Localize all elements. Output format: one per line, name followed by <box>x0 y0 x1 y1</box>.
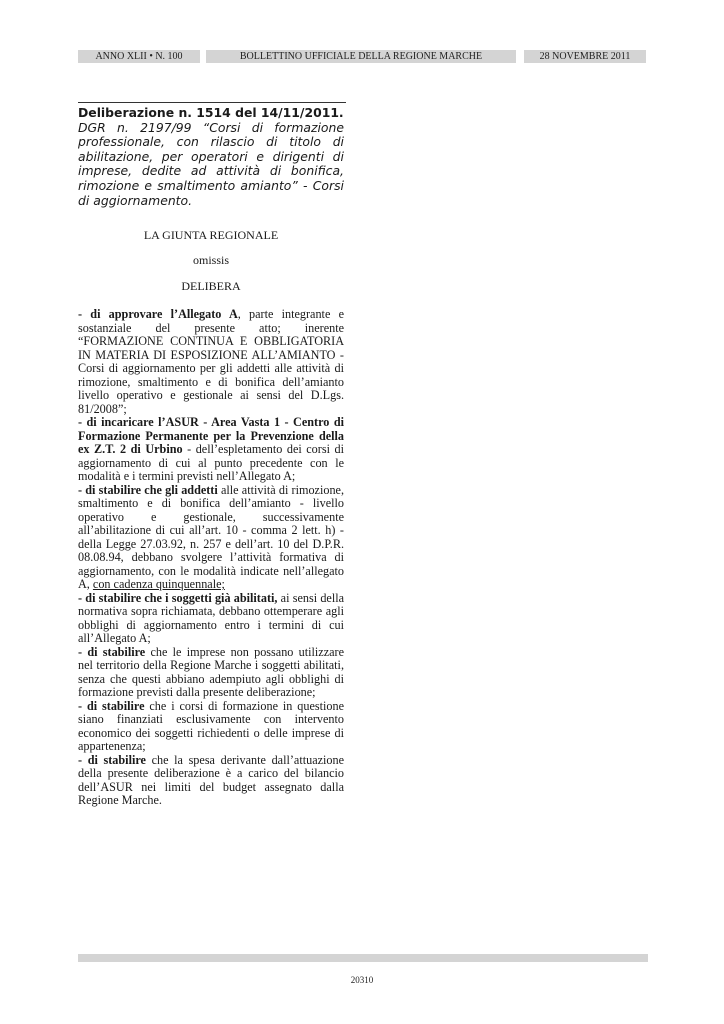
paragraph-text: ai sensi della normativa sopra richiamata, debbano ottemperare agli obblighi di aggiornamento entro i termini di cui all’Allegato A; <box>78 590 345 646</box>
paragraph-companies <box>78 646 344 700</box>
deliberation-description: DGR n. 2197/99 “Corsi di formazione professionale, con rilascio di titolo di abilitazione, per operatori e dirigenti di imprese, dedite ad attività di bonifica, rimozione e smaltimento amianto” - Corsi di aggiornamento. <box>78 119 344 208</box>
deliberation-column <box>78 106 344 808</box>
paragraph-text: , parte integrante e sostanziale del presente atto; inerente “FORMAZIONE CONTINUA E OBBLIGATORIA IN MATERIA DI ESPOSIZIONE ALL’AMIANTO - Corsi di aggiornamento per gli addetti alle attività di rimozione, smaltimento e di bonifica dell’amianto livello operativo e gestionale ai sensi del D.Lgs. 81/2008”; <box>78 307 344 416</box>
paragraph-expense <box>78 754 344 808</box>
header-issue-number: ANNO XLII • N. 100 <box>78 50 200 63</box>
header-publication-title: BOLLETTINO UFFICIALE DELLA REGIONE MARCHE <box>206 50 516 63</box>
paragraph-assign-asur <box>78 416 344 484</box>
paragraph-text: che la spesa derivante dall’attuazione della presente deliberazione è a carico del bilancio dell’ASUR nei limiti del budget assegnato dalla Regione Marche. <box>78 752 344 808</box>
paragraph-underlined-text: con cadenza quinquennale; <box>92 577 225 592</box>
paragraph-funding <box>78 700 344 754</box>
paragraph-workers-training <box>78 484 344 592</box>
paragraph-lead: - di stabilire che gli addetti <box>78 482 218 497</box>
deliberation-body <box>78 308 344 808</box>
paragraph-lead: - di incaricare l’ASUR - Area Vasta 1 - Centro di Formazione Permanente per la Prevenzione della ex Z.T. 2 di Urbino <box>78 415 344 457</box>
deliberation-number: Deliberazione n. 1514 del 14/11/2011. <box>78 105 344 120</box>
paragraph-text: che le imprese non possano utilizzare nel territorio della Regione Marche i soggetti abilitati, senza che questi abbiano adempiuto agli obblighi di formazione previsti dalla presente deliberazione; <box>78 644 344 700</box>
header-date: 28 NOVEMBRE 2011 <box>524 50 646 63</box>
giunta-heading: LA GIUNTA REGIONALE <box>143 228 279 243</box>
paragraph-text: che i corsi di formazione in questione siano finanziati esclusivamente con intervento economico dei soggetti richiedenti o delle imprese di appartenenza; <box>78 698 345 754</box>
footer-bar <box>78 954 648 962</box>
delibera-heading: DELIBERA <box>181 279 241 294</box>
deliberation-title <box>78 106 344 208</box>
paragraph-lead: - di approvare l’Allegato A <box>78 307 238 322</box>
paragraph-lead: - di stabilire che i soggetti già abilitati, <box>78 590 278 605</box>
paragraph-text: alle attività di rimozione, smaltimento e di bonifica dell’amianto - livello operativo e gestionale, successivamente all’abilitazione di cui all’art. 10 - comma 2 lett. h) - della Legge 27.03.92, n. 257 e dell’art. 10 del D.P.R. 08.08.94, debbano svolgere l’attività formativa di aggiornamento, con le modalità indicate nell’allegato A, <box>78 482 344 592</box>
omissis-line: omissis <box>192 253 229 268</box>
paragraph-lead: - di stabilire <box>78 698 145 713</box>
paragraph-lead: - di stabilire <box>78 644 146 659</box>
paragraph-qualified-subjects <box>78 592 344 646</box>
paragraph-approve-annex <box>78 308 344 416</box>
page-number: 20310 <box>350 975 374 985</box>
paragraph-text: - dell’espletamento dei corsi di aggiornamento di cui al punto precedente con le modalità e i termini previsti nell’Allegato A; <box>78 442 344 484</box>
paragraph-lead: - di stabilire <box>78 752 146 767</box>
title-rule <box>78 102 346 103</box>
